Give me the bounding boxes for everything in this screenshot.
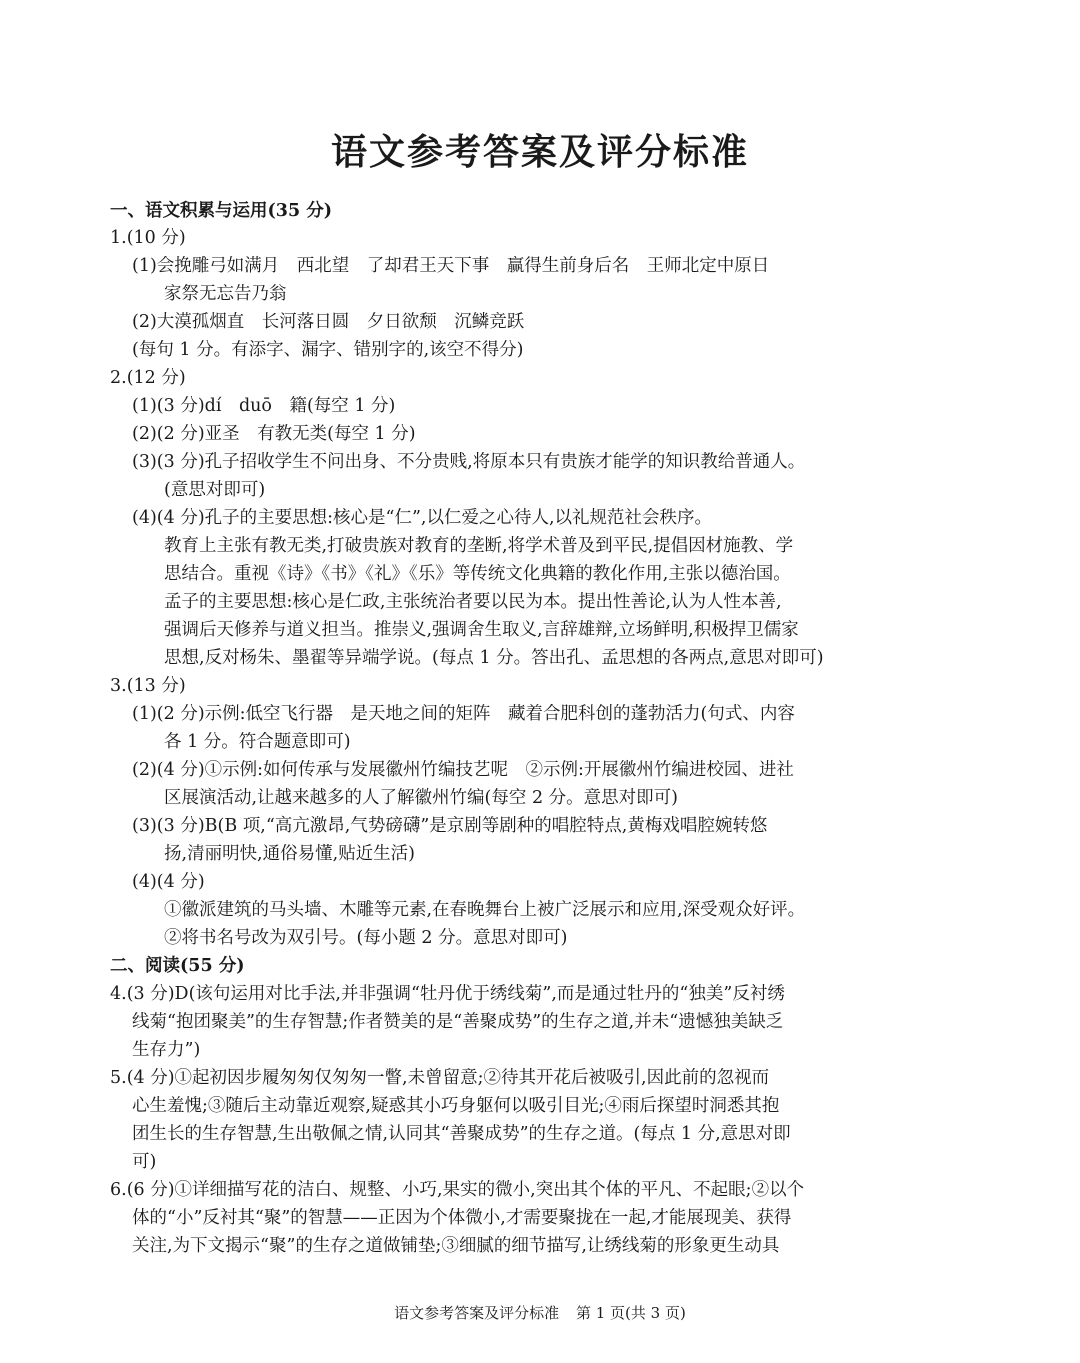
question-5-cont-2: 团生长的生存智慧,生出敬佩之情,认同其“善聚成势”的生存之道。(每点 1 分,意思对即 [132, 1124, 791, 1144]
q2-part-4: (4)(4 分)孔子的主要思想:核心是“仁”,以仁爱之心待人,以礼规范社会秩序。 [132, 508, 713, 528]
q1-part-1: (1)会挽雕弓如满月 西北望 了却君王天下事 赢得生前身后名 王师北定中原日 [132, 256, 770, 276]
q3-part-1-cont: 各 1 分。符合题意即可) [164, 732, 351, 752]
question-6-cont-1: 体的“小”反衬其“聚”的智慧——正因为个体微小,才需要聚拢在一起,才能展现美、获得 [132, 1208, 792, 1228]
question-4-cont-2: 生存力”) [132, 1040, 201, 1060]
question-1-header: 1.(10 分) [110, 228, 186, 248]
q2-part-3: (3)(3 分)孔子招收学生不问出身、不分贵贱,将原本只有贵族才能学的知识教给普通人。 [132, 452, 806, 472]
q3-part-4: (4)(4 分) [132, 872, 205, 892]
question-3-header: 3.(13 分) [110, 676, 186, 696]
question-6-cont-2: 关注,为下文揭示“聚”的生存之道做铺垫;③细腻的细节描写,让绣线菊的形象更生动具 [132, 1236, 780, 1256]
section-heading-1: 一、语文积累与运用(35 分) [110, 201, 333, 221]
question-6: 6.(6 分)①详细描写花的洁白、规整、小巧,果实的微小,突出其个体的平凡、不起眼;②以个 [110, 1180, 805, 1200]
q3-part-4-item-2: ②将书名号改为双引号。(每小题 2 分。意思对即可) [164, 928, 568, 948]
footer-doc-title: 语文参考答案及评分标准 [394, 1304, 560, 1322]
question-4: 4.(3 分)D(该句运用对比手法,并非强调“牡丹优于绣线菊”,而是通过牡丹的“独美”反衬绣 [110, 984, 785, 1004]
footer-page-number: 第 1 页(共 3 页) [575, 1304, 686, 1322]
question-5-cont-3: 可) [132, 1152, 157, 1172]
q3-part-1: (1)(2 分)示例:低空飞行器 是天地之间的矩阵 藏着合肥科创的蓬勃活力(句式、内容 [132, 704, 795, 724]
question-4-cont-1: 线菊“抱团聚美”的生存智慧;作者赞美的是“善聚成势”的生存之道,并未“遗憾独美缺乏 [132, 1012, 784, 1032]
question-5: 5.(4 分)①起初因步履匆匆仅匆匆一瞥,未曾留意;②待其开花后被吸引,因此前的忽视而 [110, 1068, 770, 1088]
q2-part-4-line-4: 孟子的主要思想:核心是仁政,主张统治者要以民为本。提出性善论,认为人性本善, [164, 592, 782, 612]
q1-part-1-cont: 家祭无忘告乃翁 [164, 284, 287, 304]
q2-part-2: (2)(2 分)亚圣 有教无类(每空 1 分) [132, 424, 416, 444]
q2-part-1: (1)(3 分)dí duō 籍(每空 1 分) [132, 396, 396, 416]
q1-part-2: (2)大漠孤烟直 长河落日圆 夕日欲颓 沉鳞竞跃 [132, 312, 525, 332]
section-heading-2: 二、阅读(55 分) [110, 956, 245, 976]
question-2-header: 2.(12 分) [110, 368, 186, 388]
q2-part-4-line-5: 强调后天修养与道义担当。推崇义,强调舍生取义,言辞雄辩,立场鲜明,积极捍卫儒家 [164, 620, 799, 640]
q2-part-3-cont: (意思对即可) [164, 480, 266, 500]
q3-part-2: (2)(4 分)①示例:如何传承与发展徽州竹编技艺呢 ②示例:开展徽州竹编进校园、进社 [132, 760, 794, 780]
q3-part-4-item-1: ①徽派建筑的马头墙、木雕等元素,在春晚舞台上被广泛展示和应用,深受观众好评。 [164, 900, 806, 920]
q3-part-3-cont: 扬,清丽明快,通俗易懂,贴近生活) [164, 844, 416, 864]
q3-part-3: (3)(3 分)B(B 项,“高亢激昂,气势磅礴”是京剧等剧种的唱腔特点,黄梅戏唱腔婉转悠 [132, 816, 768, 836]
q1-scoring-note: (每句 1 分。有添字、漏字、错别字的,该空不得分) [132, 340, 524, 360]
q2-part-4-line-2: 教育上主张有教无类,打破贵族对教育的垄断,将学术普及到平民,提倡因材施教、学 [164, 536, 794, 556]
q2-part-4-line-6: 思想,反对杨朱、墨翟等异端学说。(每点 1 分。答出孔、孟思想的各两点,意思对即可) [164, 648, 824, 668]
page-title: 语文参考答案及评分标准 [330, 131, 749, 173]
page-footer [0, 1302, 1080, 1324]
q3-part-2-cont: 区展演活动,让越来越多的人了解徽州竹编(每空 2 分。意思对即可) [164, 788, 678, 808]
question-5-cont-1: 心生羞愧;③随后主动靠近观察,疑惑其小巧身躯何以吸引目光;④雨后探望时洞悉其抱 [132, 1096, 780, 1116]
q2-part-4-line-3: 思结合。重视《诗》《书》《礼》《乐》等传统文化典籍的教化作用,主张以德治国。 [164, 564, 791, 584]
